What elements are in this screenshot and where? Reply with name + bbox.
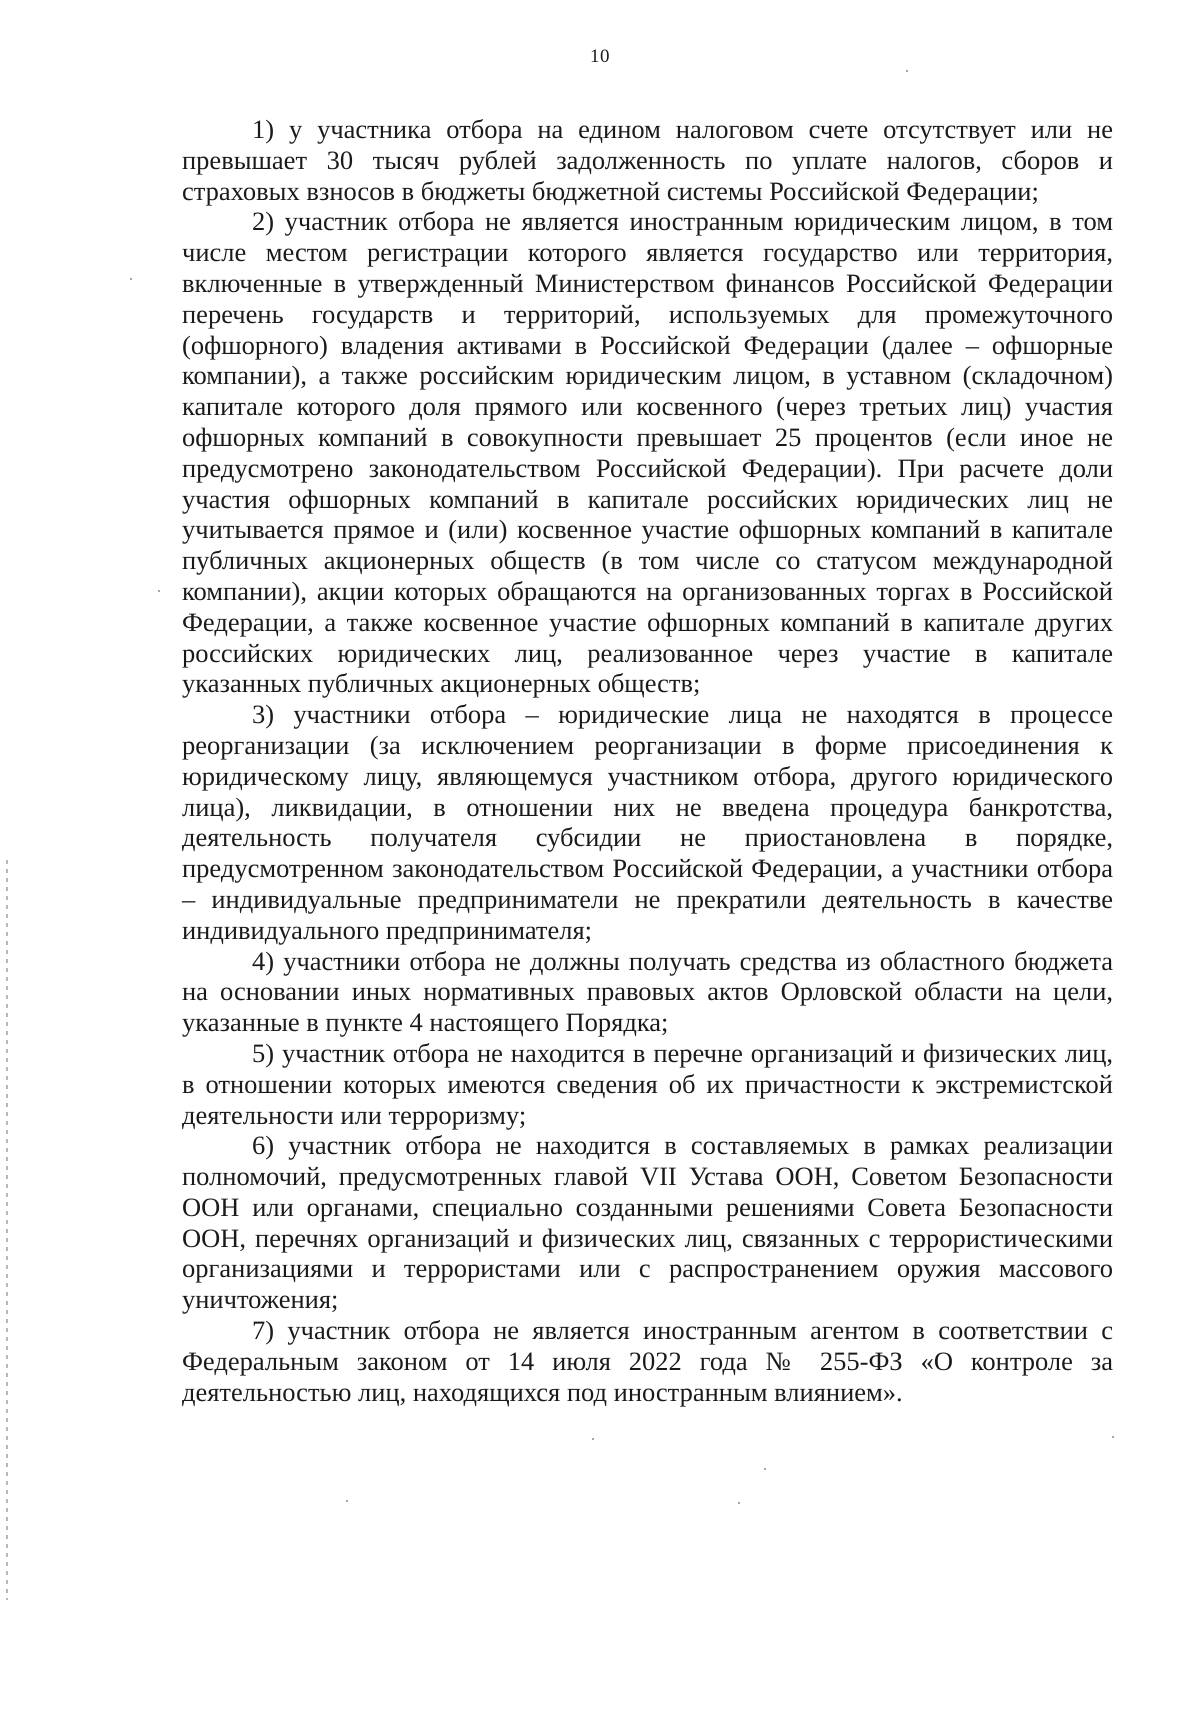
scan-speck [906, 70, 908, 72]
scan-speck [1112, 1436, 1114, 1438]
scan-speck [764, 1468, 766, 1470]
scan-speck [130, 278, 132, 280]
paragraph-item-4: 4) участники отбора не должны получать средства из областного бюджета на основании иных нормативных правовых актов Орловской области на цели, указанные в пункте 4 настоящего Порядка; [182, 945, 1113, 1038]
scan-speck [158, 590, 160, 592]
scan-speck [738, 1502, 740, 1504]
paragraph-item-6: 6) участник отбора не находится в составляемых в рамках реализации полномочий, предусмотренных главой VII Устава ООН, Советом Безопасности ООН или органами, специально созданными решениями Совета Безопасности ООН, перечнях организаций и физических лиц, связанных с террористическими организациями и террористами или с распространением оружия массового уничтожения; [182, 1130, 1113, 1315]
paragraph-item-5: 5) участник отбора не находится в перечне организаций и физических лиц, в отношении которых имеются сведения об их причастности к экстремистской деятельности или терроризму; [182, 1037, 1113, 1130]
paragraph-item-2: 2) участник отбора не является иностранным юридическим лицом, в том числе местом регистрации которого является государство или территория, включенные в утвержденный Министерством финансов Российской Федерации перечень государств и территорий, используемых для промежуточного (офшорного) владения активами в Российской Федерации (далее – офшорные компании), а также российским юридическим лицом, в уставном (складочном) капитале которого доля прямого или косвенного (через третьих лиц) участия офшорных компаний в совокупности превышает 25 процентов (если иное не предусмотрено законодательством Российской Федерации). При расчете доли участия офшорных компаний в капитале российских юридических лиц не учитывается прямое и (или) косвенное участие офшорных компаний в капитале публичных акционерных обществ (в том числе со статусом международной компании), акции которых обращаются на организованных торгах в Российской Федерации, а также косвенное участие офшорных компаний в капитале других российских юридических лиц, реализованное через участие в капитале указанных публичных акционерных обществ; [182, 206, 1113, 699]
paragraph-item-3: 3) участники отбора – юридические лица не находятся в процессе реорганизации (за исключением реорганизации в форме присоединения к юридическому лицу, являющемуся участником отбора, другого юридического лица), ликвидации, в отношении них не введена процедура банкротства, деятельность получателя субсидии не приостановлена в порядке, предусмотренном законодательством Российской Федерации, а участники отбора – индивидуальные предприниматели не прекратили деятельность в качестве индивидуального предпринимателя; [182, 699, 1113, 945]
document-body [182, 114, 1113, 1407]
paragraph-item-7: 7) участник отбора не является иностранным агентом в соответствии с Федеральным законом от 14 июля 2022 года № 255-ФЗ «О контроле за деятельностью лиц, находящихся под иностранным влиянием». [182, 1315, 1113, 1407]
paragraph-item-1: 1) у участника отбора на едином налоговом счете отсутствует или не превышает 30 тысяч рублей задолженность по уплате налогов, сборов и страховых взносов в бюджеты бюджетной системы Российской Федерации; [182, 114, 1113, 206]
scan-speck [592, 1438, 594, 1440]
page-number: 10 [590, 46, 610, 67]
scan-speck [346, 1500, 348, 1502]
scan-binding-line [6, 860, 8, 1600]
